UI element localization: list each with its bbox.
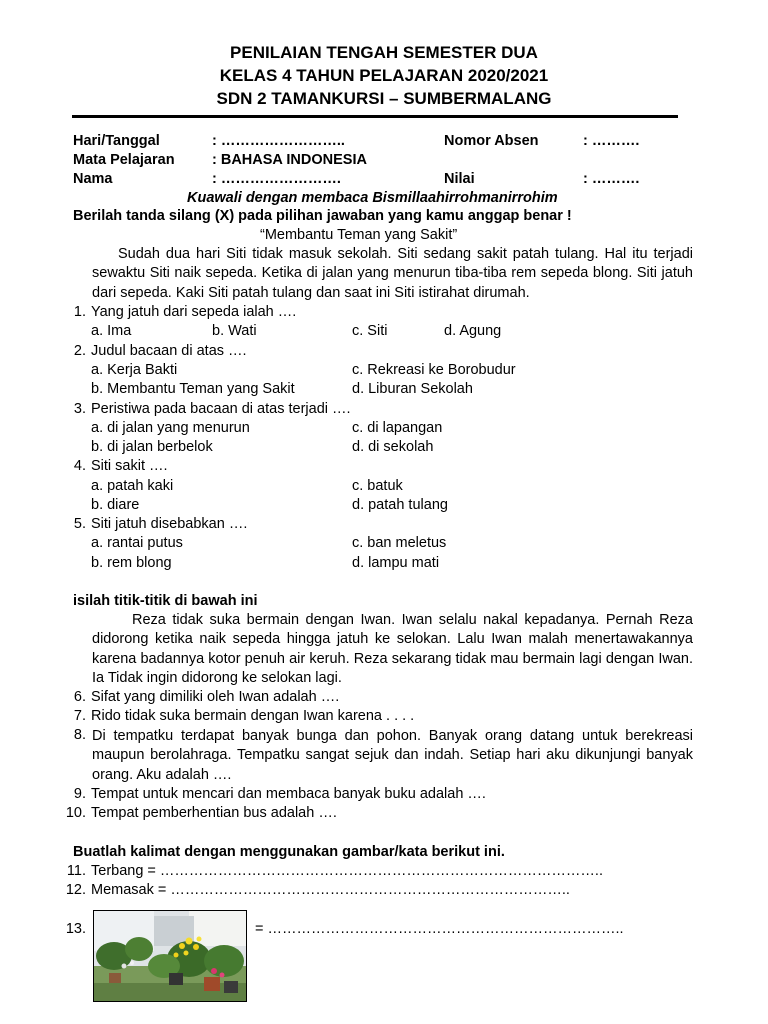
fill-question-9: Tempat untuk mencari dan membaca banyak buku adalah …. [91, 786, 486, 802]
option-c: c. ban meletus [352, 535, 447, 551]
story-2-paragraph: Reza tidak suka bermain dengan Iwan. Iwan selalu nakal kepadanya. Pernah Reza didorong ketika naik sepeda hingga jatuh ke selokan. Lalu Iwan malah menertawakannya karena badannya kotor penuh air keruh. Reza sekarang tidak mau bermain lagi dengan Iwan. Ia Tidak ingin didorong ke selokan lagi. [92, 612, 693, 686]
option-d: d. patah tulang [352, 497, 448, 513]
mapel-value: : BAHASA INDONESIA [212, 152, 367, 168]
sentence-12: Memasak = ……………………………………………………………………….. [91, 882, 570, 898]
option-c: c. Siti [352, 323, 388, 339]
header-line-2: KELAS 4 TAHUN PELAJARAN 2020/2021 [219, 66, 549, 85]
header-line-1: PENILAIAN TENGAH SEMESTER DUA [230, 43, 538, 62]
question-text: Yang jatuh dari sepeda ialah …. [91, 304, 297, 320]
sentence-11: Terbang = ……………………………………………………………………………….. [91, 863, 603, 879]
instruction-1: Berilah tanda silang (X) pada pilihan jawaban yang kamu anggap benar ! [73, 208, 572, 224]
story-title: “Membantu Teman yang Sakit” [260, 227, 458, 243]
header-line-3: SDN 2 TAMANKURSI – SUMBERMALANG [216, 89, 552, 108]
option-a: a. Ima [91, 323, 132, 339]
option-d: d. Agung [444, 323, 502, 339]
header-divider [72, 115, 678, 118]
question-number: 1. [73, 304, 86, 320]
option-a: a. Kerja Bakti [91, 362, 178, 378]
option-c: c. Rekreasi ke Borobudur [352, 362, 516, 378]
hari-value: : …………………….. [212, 133, 345, 149]
fill-number: 9. [73, 786, 86, 802]
question-text: Siti jatuh disebabkan …. [91, 516, 248, 532]
option-b: b. Membantu Teman yang Sakit [91, 381, 295, 397]
nama-label: Nama [73, 171, 113, 187]
option-a: a. di jalan yang menurun [91, 420, 250, 436]
hari-label: Hari/Tanggal [73, 133, 160, 149]
option-b: b. Wati [212, 323, 257, 339]
option-a: a. rantai putus [91, 535, 183, 551]
option-c: c. di lapangan [352, 420, 443, 436]
question-number: 4. [73, 458, 86, 474]
question-text: Siti sakit …. [91, 458, 168, 474]
fill-question-10: Tempat pemberhentian bus adalah …. [91, 805, 337, 821]
sentence-number: 12. [65, 882, 86, 898]
option-c: c. batuk [352, 478, 403, 494]
fill-question-7: Rido tidak suka bermain dengan Iwan karena . . . . [91, 708, 415, 724]
option-d: d. lampu mati [352, 555, 440, 571]
story-paragraph: Sudah dua hari Siti tidak masuk sekolah. Siti sedang sakit patah tulang. Hal itu terjadi sewaktu Siti naik sepeda. Ketika di jalan yang menurun tiba-tiba rem sepeda blong. Siti jatuh dari sepeda. Kaki Siti patah tulang dan saat ini Siti istirahat dirumah. [92, 246, 693, 301]
question-number: 2. [73, 343, 86, 359]
option-a: a. patah kaki [91, 478, 174, 494]
instruction-3: Buatlah kalimat dengan menggunakan gambar/kata berikut ini. [73, 844, 505, 860]
fill-number: 6. [73, 689, 86, 705]
question-number: 3. [73, 401, 86, 417]
nilai-label: Nilai [444, 171, 475, 187]
nilai-value: : ………. [583, 171, 640, 187]
question-number: 5. [73, 516, 86, 532]
absen-label: Nomor Absen [444, 133, 539, 149]
option-d: d. di sekolah [352, 439, 434, 455]
sentence-number: 13. [65, 921, 86, 937]
garden-flowers-photo [93, 910, 247, 1002]
fill-question-6: Sifat yang dimiliki oleh Iwan adalah …. [91, 689, 340, 705]
basmalah: Kuawali dengan membaca Bismillaahirrohmanirrohim [187, 190, 558, 206]
instruction-2: isilah titik-titik di bawah ini [73, 593, 258, 609]
sentence-13: = ……………………………………………………………….. [255, 921, 624, 937]
fill-number: 8. [73, 727, 86, 743]
fill-number: 10. [65, 805, 86, 821]
question-text: Peristiwa pada bacaan di atas terjadi …. [91, 401, 351, 417]
option-b: b. diare [91, 497, 140, 513]
nama-value: : ……………………. [212, 171, 341, 187]
option-d: d. Liburan Sekolah [352, 381, 473, 397]
absen-value: : ………. [583, 133, 640, 149]
fill-number: 7. [73, 708, 86, 724]
question-text: Judul bacaan di atas …. [91, 343, 247, 359]
sentence-number: 11. [66, 863, 86, 879]
mapel-label: Mata Pelajaran [73, 152, 175, 168]
option-b: b. di jalan berbelok [91, 439, 213, 455]
option-b: b. rem blong [91, 555, 172, 571]
fill-question-8: Di tempatku terdapat banyak bunga dan pohon. Banyak orang datang untuk berekreasi maupun berolahraga. Tempatku sangat sejuk dan indah. Setiap hari aku dikunjungi banyak orang. Aku adalah …. [92, 728, 693, 783]
